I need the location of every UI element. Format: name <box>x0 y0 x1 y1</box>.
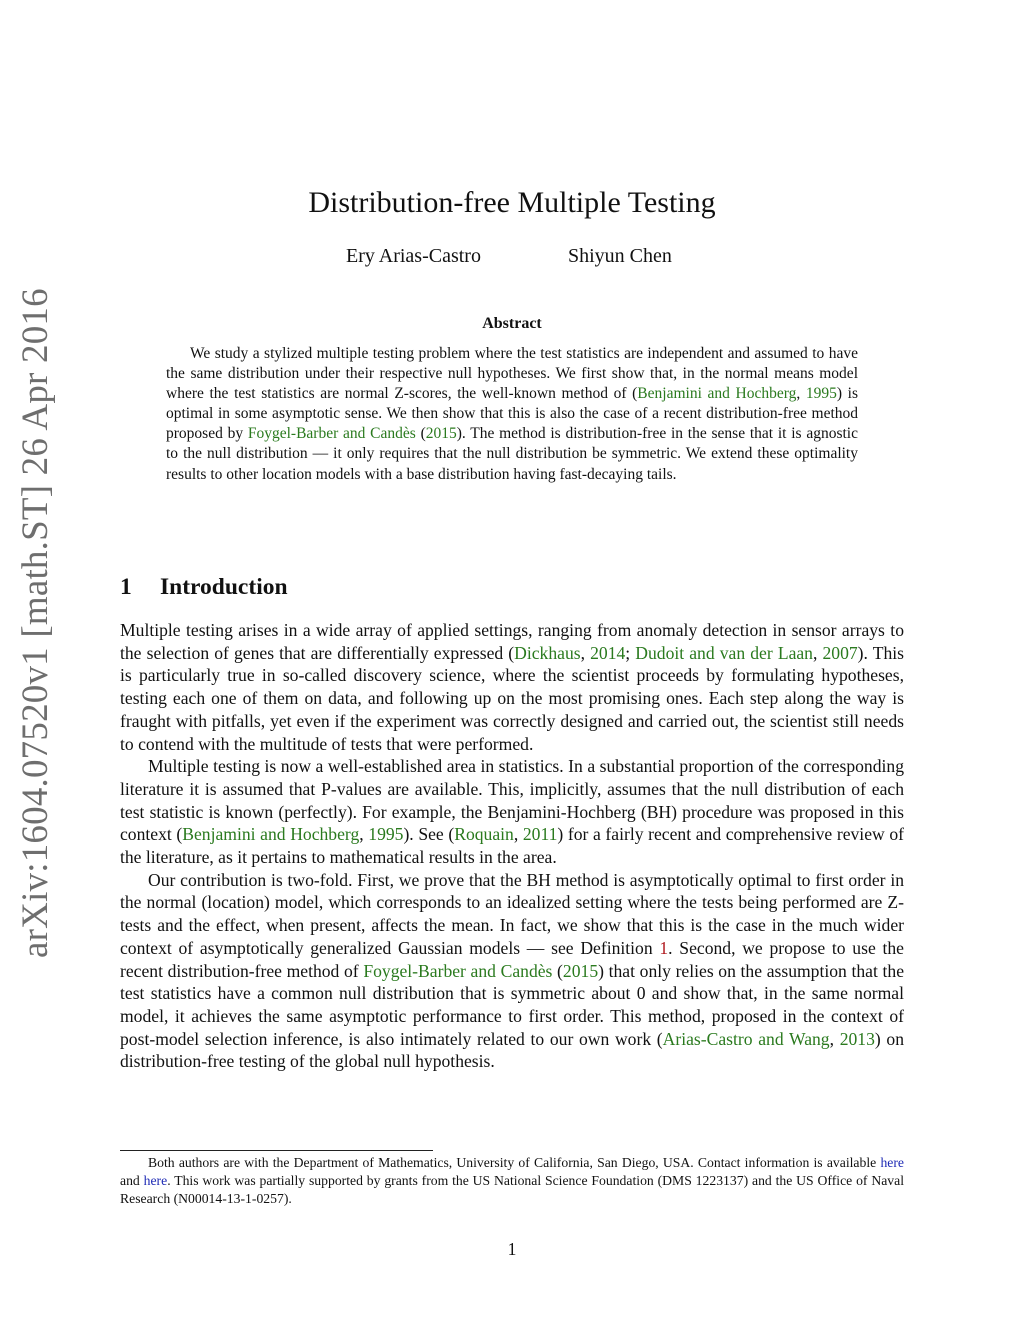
author-1: Ery Arias-Castro <box>346 245 481 267</box>
paper-title: Distribution-free Multiple Testing <box>308 186 716 219</box>
citation-link[interactable]: 2015 <box>562 960 599 981</box>
paragraph-2: Multiple testing is now a well-established area in statistics. In a substantial proportion of the corresponding literature it is assumed that P-values are available. This, implicitly, assumes that the null distribution of each test statistic is known (perfectly). For example, the Benjamini-Hochberg (BH) procedure was proposed in this context (Benjamini and Hochberg, 1995). See (Roquain, 2011) for a fairly recent and comprehensive review of the literature, as it pertains to mathematical results in the area. <box>120 756 904 868</box>
page-number: 1 <box>507 1239 517 1259</box>
arxiv-stamp: arXiv:1604.07520v1 [math.ST] 26 Apr 2016 <box>15 288 56 958</box>
citation-link[interactable]: Arias-Castro and Wang <box>662 1028 830 1049</box>
citation-link[interactable]: 2011 <box>522 824 558 845</box>
definition-ref-link[interactable]: 1 <box>659 937 669 958</box>
citation-link[interactable]: Dickhaus <box>514 642 581 663</box>
footnote: Both authors are with the Department of Mathematics, University of California, San Diego, USA. Contact information is available here and here. This work was partially supported by grants from the US National Science Foundation (DMS 1223137) and the US Office of Naval Research (N00014-13-1-0257). <box>120 1155 905 1206</box>
citation-link[interactable]: 2007 <box>822 642 858 663</box>
citation-link[interactable]: 2013 <box>839 1028 875 1049</box>
citation-link[interactable]: 1995 <box>805 385 837 403</box>
citation-link[interactable]: 1995 <box>368 824 404 845</box>
abstract-text: We study a stylized multiple testing problem where the test statistics are independent and assumed to have the same distribution under their respective null hypotheses. We first show that, in the normal means model where the test statistics are normal Z-scores, the well-known method of (Benjamini and Hochberg, 1995) is optimal in some asymptotic sense. We then show that this is also the case of a recent distribution-free method proposed by Foygel-Barber and Candès (2015). The method is distribution-free in the sense that it is agnostic to the null distribution — it only requires that the null distribution be symmetric. We extend these optimality results to other location models with a base distribution having fast-decaying tails. <box>166 345 859 483</box>
author-2: Shiyun Chen <box>568 245 672 267</box>
citation-link[interactable]: Benjamini and Hochberg <box>637 385 797 403</box>
citation-link[interactable]: 2015 <box>425 425 457 443</box>
contact-link[interactable]: here <box>880 1155 904 1170</box>
section-title: Introduction <box>160 574 288 600</box>
abstract-heading: Abstract <box>482 315 542 332</box>
section-heading <box>120 572 288 602</box>
citation-link[interactable]: Foygel-Barber and Candès <box>247 425 416 443</box>
citation-link[interactable]: Dudoit and van der Laan <box>635 642 813 663</box>
paragraph-1: Multiple testing arises in a wide array of applied settings, ranging from anomaly detection in sensor arrays to the selection of genes that are differentially expressed (Dickhaus, 2014; Dudoit and van der Laan, 2007). This is particularly true in so-called discovery science, where the scientist proceeds by formulating hypotheses, testing each one of them on data, and following up on the most promising ones. Each step along the way is fraught with pitfalls, yet even if the experiment was correctly designed and carried out, the scientist still needs to contend with the multitude of tests that were performed. <box>120 620 904 754</box>
footnote-rule <box>120 1150 433 1151</box>
paragraph-3: Our contribution is two-fold. First, we prove that the BH method is asymptotically optimal to first order in the normal (location) model, which corresponds to an idealized setting where the tests being performed are Z-tests and the effect, when present, affects the mean. In fact, we show that this is the case in the much wider context of asymptotically generalized Gaussian models — see Definition 1. Second, we propose to use the recent distribution-free method of Foygel-Barber and Candès (2015) that only relies on the assumption that the test statistics have a common null distribution that is symmetric about 0 and show that, in the same normal model, it achieves the same asymptotic performance to first order. This method, proposed in the context of post-model selection inference, is also intimately related to our own work (Arias-Castro and Wang, 2013) on distribution-free testing of the global null hypothesis. <box>120 869 905 1072</box>
contact-link[interactable]: here <box>143 1173 168 1188</box>
citation-link[interactable]: 2014 <box>590 642 626 663</box>
section-number: 1 <box>120 574 132 600</box>
citation-link[interactable]: Roquain <box>454 824 514 845</box>
citation-link[interactable]: Foygel-Barber and Candès <box>363 960 553 981</box>
body-text <box>120 619 904 1073</box>
citation-link[interactable]: Benjamini and Hochberg <box>182 824 360 845</box>
